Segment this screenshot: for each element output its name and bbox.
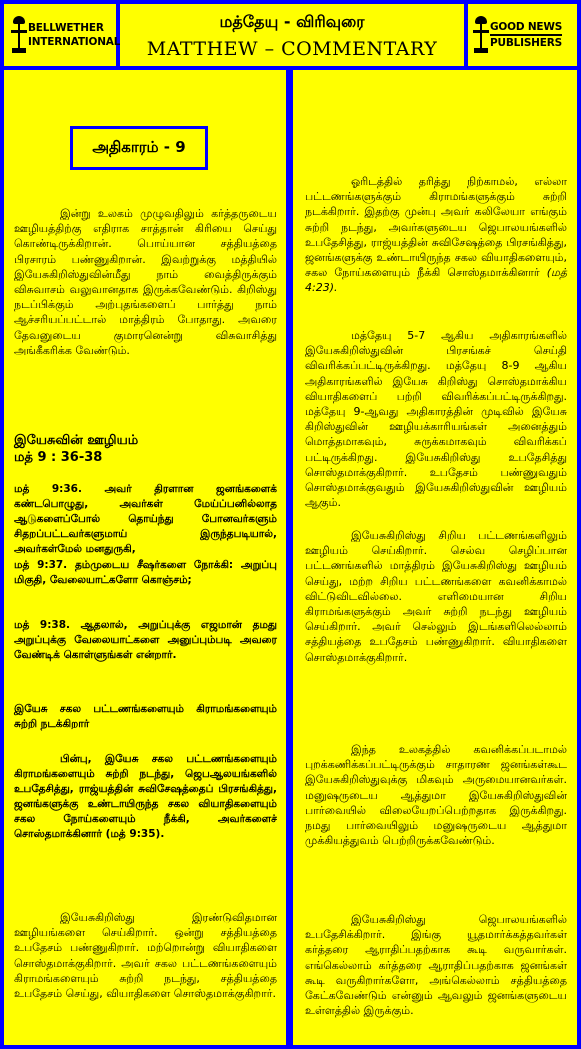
bellwether-logo <box>10 16 120 54</box>
left-column <box>4 70 286 1045</box>
verse-36: மத் 9:36. அவர் திரளான ஜனங்களைக் கண்டபொழுது, அவர்கள் மேய்ப்பனில்லாத ஆடுகளைப்போல் தொய்ந்து போனவர்களும் சிதறப்பட்டவர்களுமாய் இருந்தபடியால், அவர்கள்மேல் மனதுருகி, <box>14 483 277 555</box>
left-logo-line1: BELLWETHER <box>28 22 104 34</box>
right-paragraph-5-text: இயேசுகிறிஸ்து ஜெபாலயங்களில் உபதேசிக்கிறார். இங்கு யூதமார்க்கத்தவர்கள் கர்த்தரை ஆராதிப்பதற்காக கூடி வருவார்கள். எங்கெல்லாம் கர்த்தரை ஆராதிப்பதற்காக ஜனங்கள் கூடி வருகிறார்களோ, அங்கெல்லாம் சத்தியத்தை கேட்கவேண்டும் என்னும் ஆவலும் ஜனங்களுடைய உள்ளத்தில் இருக்கும். <box>305 913 567 1018</box>
right-paragraph-4 <box>305 742 567 848</box>
lamp-icon <box>472 16 490 54</box>
right-paragraph-3-text: இயேசுகிறிஸ்து சிறிய பட்டணங்களிலும் ஊழியம் செய்கிறார். செல்வ செழிப்பான பட்டணங்களில் மாத்திரம் இயேசுகிறிஸ்து ஊழியம் செய்து, மற்ற சிறிய பட்டணங்களை கவனிக்காமல் விட்டுவிடவில்லை. எளிமையான சிறிய கிராமங்களுக்கும் அவர் சுற்றி நடந்து ஊழியம் செய்கிறார். அவர் செல்லும் இடங்களிலெல்லாம் சத்தியத்தை உபதேசம் பண்ணுகிறார். வியாதிகளை சொஸ்தமாக்குகிறார். <box>305 529 567 664</box>
right-column <box>293 70 577 1045</box>
intro-text: இன்று உலகம் முழுவதிலும் கர்த்தருடைய ஊழியத்திற்கு எதிராக சாத்தான் கிரியை செய்து கொண்டிருக்கிறான். பொய்யான சத்தியத்தை பிரசாரம் பண்ணுகிறான். இவற்றுக்கு மத்தியில் இயேசுகிறிஸ்துவின்மீது நாம் வைத்திருக்கும் விசுவாசம் வலுவானதாக இருக்கவேண்டும். கிறிஸ்து நடப்பிக்கும் அற்புதங்களைப் பார்த்து நாம் ஆச்சரியப்பட்டால் மாத்திரம் போதாது. அவரை தேவனுடைய குமாரனென்று விசுவாசித்து அங்கீகரிக்க வேண்டும். <box>14 207 277 357</box>
quote-block <box>14 752 277 842</box>
chapter-label: அதிகாரம் - 9 <box>70 126 208 170</box>
section-reference: மத் 9 : 36-38 <box>14 450 103 465</box>
section-heading-block <box>14 432 277 466</box>
subheading-block <box>14 702 277 732</box>
right-paragraph-2-text: மத்தேயு 5-7 ஆகிய அதிகாரங்களில் இயேசுகிறிஸ்துவின் பிரசங்கச் செய்தி விவரிக்கப்பட்டிருக்கிறது. மத்தேயு 8-9 ஆகிய அதிகாரங்களில் இயேசு கிறிஸ்து சொஸ்தமாக்கிய வியாதிகளைப் பற்றி விவரிக்கப்பட்டிருக்கிறது. மத்தேயு 9-ஆவது அதிகாரத்தின் முடிவில் இயேசு கிறிஸ்துவின் ஊழியக்காரியங்கள் அனைத்தும் மொத்தமாகவும், சுருக்கமாகவும் விவரிக்கப் பட்டிருக்கிறது. இயேசுகிறிஸ்து உபதேசித்து சொஸ்தமாக்குகிறார். உபதேசம் பண்ணுவதும் சொஸ்தமாக்குவதும் இயேசுகிறிஸ்துவின் ஊழியம் ஆகும். <box>305 329 567 510</box>
section-heading: இயேசுவின் ஊழியம் <box>14 433 139 448</box>
right-logo-panel <box>468 4 577 66</box>
right-paragraph-1 <box>305 174 567 296</box>
verse-37: மத் 9:37. தம்முடைய சீஷர்களை நோக்கி: அறுப்பு மிகுதி, வேலையாட்களோ கொஞ்சம்; <box>14 559 277 586</box>
right-paragraph-1-text: ஓரிடத்தில் தரித்து நிற்காமல், எல்லா பட்டணங்களுக்கும் கிராமங்களுக்கும் சுற்றி நடக்கிறார். இதற்கு முன்பு அவர் கலிலேயா எங்கும் சுற்றி நடந்து, அவர்களுடைய ஜெபாலயங்களில் உபதேசித்து, ராஜ்யத்தின் சுவிசேஷத்தை பிரசங்கித்து, ஜனங்களுக்கு உண்டாயிருந்த சகல வியாதிகளையும், சகல நோய்களையும் நீக்கி சொஸ்தமாக்கினார் <box>305 175 567 280</box>
title-panel <box>120 4 464 66</box>
right-logo-line1: GOOD NEWS <box>490 20 562 36</box>
verse-36-block <box>14 482 277 557</box>
page-title-english: MATTHEW – COMMENTARY <box>146 38 438 60</box>
right-logo-line2: PUBLISHERS <box>490 37 562 49</box>
good-news-logo <box>472 16 562 54</box>
subheading: இயேசு சகல பட்டணங்களையும் கிராமங்களையும் சுற்றி நடக்கிறார் <box>14 703 277 730</box>
intro-paragraph <box>14 206 277 358</box>
right-paragraph-5 <box>305 912 567 1018</box>
left-logo-panel <box>4 4 121 66</box>
left-logo-line2: INTERNATIONAL <box>28 36 121 48</box>
shepherd-staff-icon <box>10 16 28 54</box>
verse-38: மத் 9:38. ஆதலால், அறுப்புக்கு எஜமான் தமது அறுப்புக்கு வேலையாட்களை அனுப்பும்படி அவரை வேண்டிக் கொள்ளுங்கள் என்றார். <box>14 619 277 661</box>
last-paragraph <box>14 910 277 1001</box>
right-paragraph-2 <box>305 328 567 510</box>
right-paragraph-4-text: இந்த உலகத்தில் கவனிக்கப்படாமல் புறக்கணிக்கப்பட்டிருக்கும் சாதாரண ஜனங்கள்கூட இயேசுகிறிஸ்துவுக்கு மிகவும் அருமையானவர்கள். மனுஷருடைய ஆத்துமா இயேசுகிறிஸ்துவின் பார்வையில் விலையேறப்பெற்றதாக இருக்கிறது. நமது பார்வையிலும் மனுஷருடைய ஆத்துமா முக்கியத்துவம் பெற்றிருக்கவேண்டும். <box>305 743 567 848</box>
right-paragraph-1-ref: (மத் 4:23). <box>305 266 568 295</box>
verse-38-block <box>14 618 277 663</box>
last-paragraph-text: இயேசுகிறிஸ்து இரண்டுவிதமான ஊழியங்களை செய்கிறார். ஒன்று சத்தியத்தை உபதேசம் பண்ணுகிறார். மற்றொன்று வியாதிகளை சொஸ்தமாக்குகிறார். அவர் சகல பட்டணங்களையும் கிராமங்களையும் சுற்றி நடந்து, சத்தியத்தை உபதேசம் செய்து, வியாதிகளை சொஸ்தமாக்குகிறார். <box>14 911 277 1001</box>
page-title-tamil: மத்தேயு - விரிவுரை <box>219 12 365 31</box>
right-paragraph-3 <box>305 528 567 665</box>
verse-37-block <box>14 558 277 588</box>
quote-text: பின்பு, இயேசு சகல பட்டணங்களையும் கிராமங்களையும் சுற்றி நடந்து, ஜெபஆலயங்களில் உபதேசித்து, ராஜ்யத்தின் சுவிசேஷத்தைப் பிரசங்கித்து, ஜனங்களுக்கு உண்டாயிருந்த சகல வியாதிகளையும் சகல நோய்களையும் நீக்கி, அவர்களைச் சொஸ்தமாக்கினார் (மத் 9:35). <box>14 753 277 840</box>
